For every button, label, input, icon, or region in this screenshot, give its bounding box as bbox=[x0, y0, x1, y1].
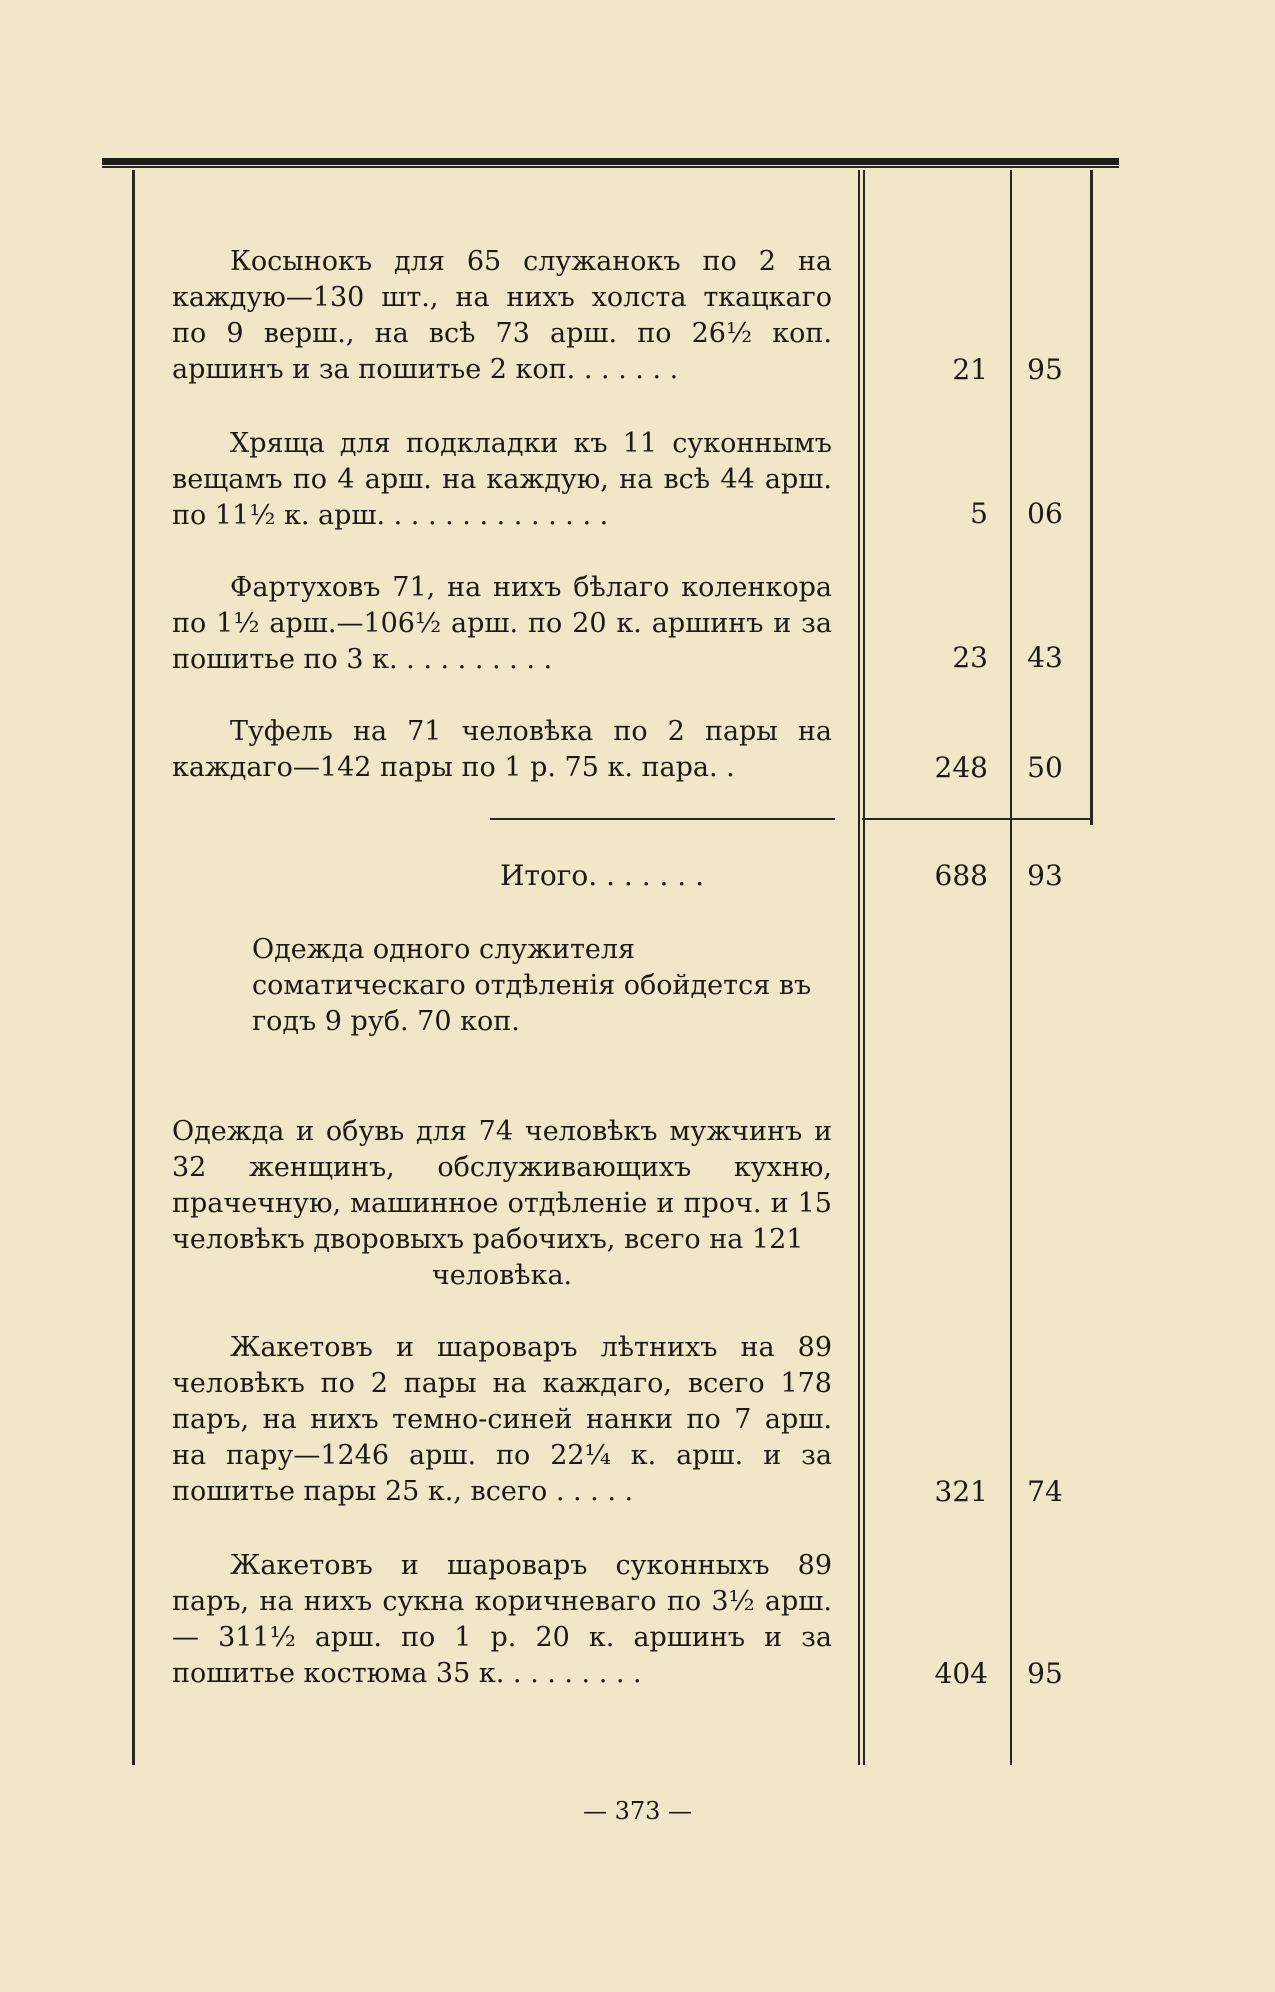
entry-rub: 404 bbox=[934, 1657, 988, 1690]
top-rule bbox=[102, 158, 1119, 165]
section-text-last: человѣка. bbox=[431, 1260, 573, 1291]
entry-rub: 23 bbox=[952, 641, 988, 674]
entry-summer-jackets bbox=[172, 1330, 832, 1510]
entry-text: Туфель на 71 человѣка по 2 пары на каждаго—142 пары по 1 р. 75 к. пара. . bbox=[172, 716, 832, 783]
entry-kop: 74 bbox=[1027, 1475, 1063, 1508]
entry-kop: 95 bbox=[1027, 1657, 1063, 1690]
left-border bbox=[132, 170, 135, 1765]
entry-text: Хряща для подкладки къ 11 суконнымъ вещамъ по 4 арш. на каждую, на всѣ 44 арш. по 11½ к. арш. . . . . . . . . . . . . . bbox=[172, 428, 832, 531]
total-rule-text bbox=[490, 818, 835, 820]
entry-text: Косынокъ для 65 служанокъ по 2 на каждую—130 шт., на нихъ холста ткацкаго по 9 верш., на всѣ 73 арш. по 26½ коп. аршинъ и за пошитье 2 коп. . . . . . . bbox=[172, 246, 832, 385]
page-number: — 373 — bbox=[582, 1797, 693, 1825]
entry-kop: 50 bbox=[1027, 751, 1063, 784]
entry-rub: 248 bbox=[934, 751, 988, 784]
kop-column-line bbox=[1010, 170, 1012, 1765]
rub-column-left-line-2 bbox=[863, 170, 865, 1765]
entry-kop: 43 bbox=[1027, 641, 1063, 674]
total-rule-nums bbox=[862, 818, 1092, 820]
entry-text: Жакетовъ и шароваръ суконныхъ 89 паръ, на нихъ сукна коричневаго по 3½ арш.— 311½ арш. по 1 р. 20 к. аршинъ и за пошитье костюма 35 к. . . . . . . . . bbox=[172, 1550, 832, 1689]
section-heading bbox=[172, 1114, 832, 1294]
entry-aprons bbox=[172, 570, 832, 678]
entry-kerchiefs bbox=[172, 244, 832, 388]
summary-note: Одежда одного служителя соматическаго отдѣленія обойдется въ годъ 9 руб. 70 коп. bbox=[252, 934, 812, 1037]
entry-kop: 06 bbox=[1027, 497, 1063, 530]
right-border bbox=[1090, 170, 1093, 825]
entry-lining bbox=[172, 426, 832, 534]
total-label: Итого. . . . . . . bbox=[500, 859, 704, 892]
entry-cloth-jackets bbox=[172, 1548, 832, 1692]
entry-rub: 21 bbox=[952, 353, 988, 386]
entry-kop: 95 bbox=[1027, 353, 1063, 386]
entry-text: Жакетовъ и шароваръ лѣтнихъ на 89 человѣкъ по 2 пары на каждаго, всего 178 паръ, на нихъ темно-синей нанки по 7 арш. на пару—1246 арш. по 22¼ к. арш. и за пошитье пары 25 к., всего . . . . . bbox=[172, 1332, 832, 1507]
top-rule-thin bbox=[102, 166, 1119, 168]
rub-column-left-line bbox=[858, 170, 860, 1765]
total-kop: 93 bbox=[1027, 859, 1063, 892]
total-rub: 688 bbox=[934, 859, 988, 892]
entry-text: Фартуховъ 71, на нихъ бѣлаго коленкора по 1½ арш.—106½ арш. по 20 к. аршинъ и за пошитье по 3 к. . . . . . . . . . bbox=[172, 572, 832, 675]
entry-rub: 5 bbox=[970, 497, 988, 530]
entry-slippers bbox=[172, 714, 832, 786]
entry-rub: 321 bbox=[934, 1475, 988, 1508]
section-text: Одежда и обувь для 74 человѣкъ мужчинъ и 32 женщинъ, обслуживающихъ кухню, прачечную, машинное отдѣленіе и проч. и 15 человѣкъ дворовыхъ рабочихъ, всего на 121 bbox=[172, 1116, 832, 1255]
